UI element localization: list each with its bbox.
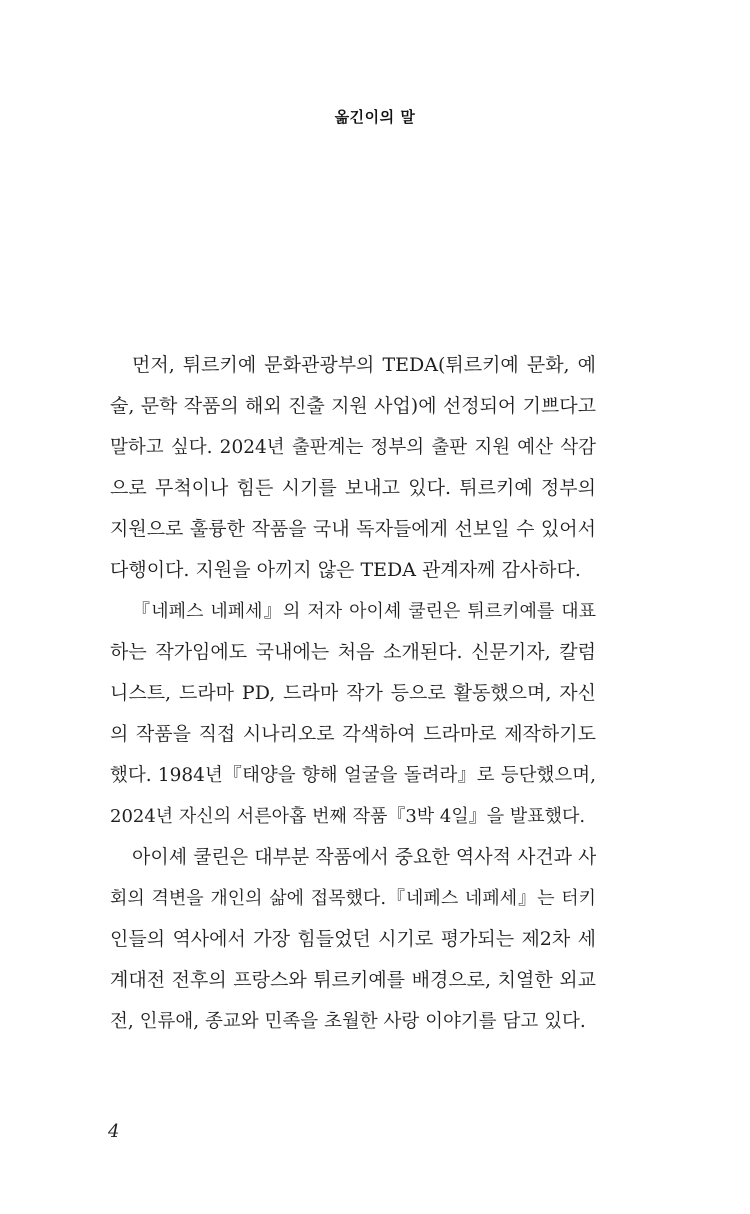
text-line: 니스트, 드라마 PD, 드라마 작가 등으로 활동했으며, 자신 xyxy=(110,682,596,704)
text-line: 술, 문학 작품의 해외 진출 지원 사업)에 선정되어 기쁘다고 xyxy=(110,395,596,417)
body-text xyxy=(110,345,596,1042)
page-title: 옮긴이의 말 xyxy=(334,108,416,126)
text-line: 아이셰 쿨린은 대부분 작품에서 중요한 역사적 사건과 사 xyxy=(132,846,596,868)
text-line: 『네페스 네페세』의 저자 아이셰 쿨린은 튀르키예를 대표 xyxy=(132,601,596,622)
paragraph-3 xyxy=(110,837,596,1042)
paragraph-1 xyxy=(110,345,596,591)
text-line: 회의 격변을 개인의 삶에 접목했다.『네페스 네페세』는 터키 xyxy=(110,888,596,909)
text-line: 하는 작가임에도 국내에는 처음 소개된다. 신문기자, 칼럼 xyxy=(110,641,596,663)
text-line: 으로 무척이나 힘든 시기를 보내고 있다. 튀르키예 정부의 xyxy=(110,477,596,499)
text-line: 의 작품을 직접 시나리오로 각색하여 드라마로 제작하기도 xyxy=(110,723,596,745)
text-line: 했다. 1984년『태양을 향해 얼굴을 돌려라』로 등단했으며, xyxy=(110,765,596,786)
text-line: 말하고 싶다. 2024년 출판계는 정부의 출판 지원 예산 삭감 xyxy=(110,437,596,458)
text-line: 2024년 자신의 서른아홉 번째 작품『3박 4일』을 발표했다. xyxy=(110,806,586,827)
text-line: 전, 인류애, 종교와 민족을 초월한 사랑 이야기를 담고 있다. xyxy=(110,1011,586,1032)
text-line: 계대전 전후의 프랑스와 튀르키예를 배경으로, 치열한 외교 xyxy=(110,969,596,991)
page-number: 4 xyxy=(108,1121,120,1142)
paragraph-2 xyxy=(110,591,596,837)
text-line: 인들의 역사에서 가장 힘들었던 시기로 평가되는 제2차 세 xyxy=(110,928,596,950)
text-line: 먼저, 튀르키예 문화관광부의 TEDA(튀르키예 문화, 예 xyxy=(132,354,596,376)
text-line: 다행이다. 지원을 아끼지 않은 TEDA 관계자께 감사하다. xyxy=(110,559,581,581)
text-line: 지원으로 훌륭한 작품을 국내 독자들에게 선보일 수 있어서 xyxy=(110,518,596,540)
